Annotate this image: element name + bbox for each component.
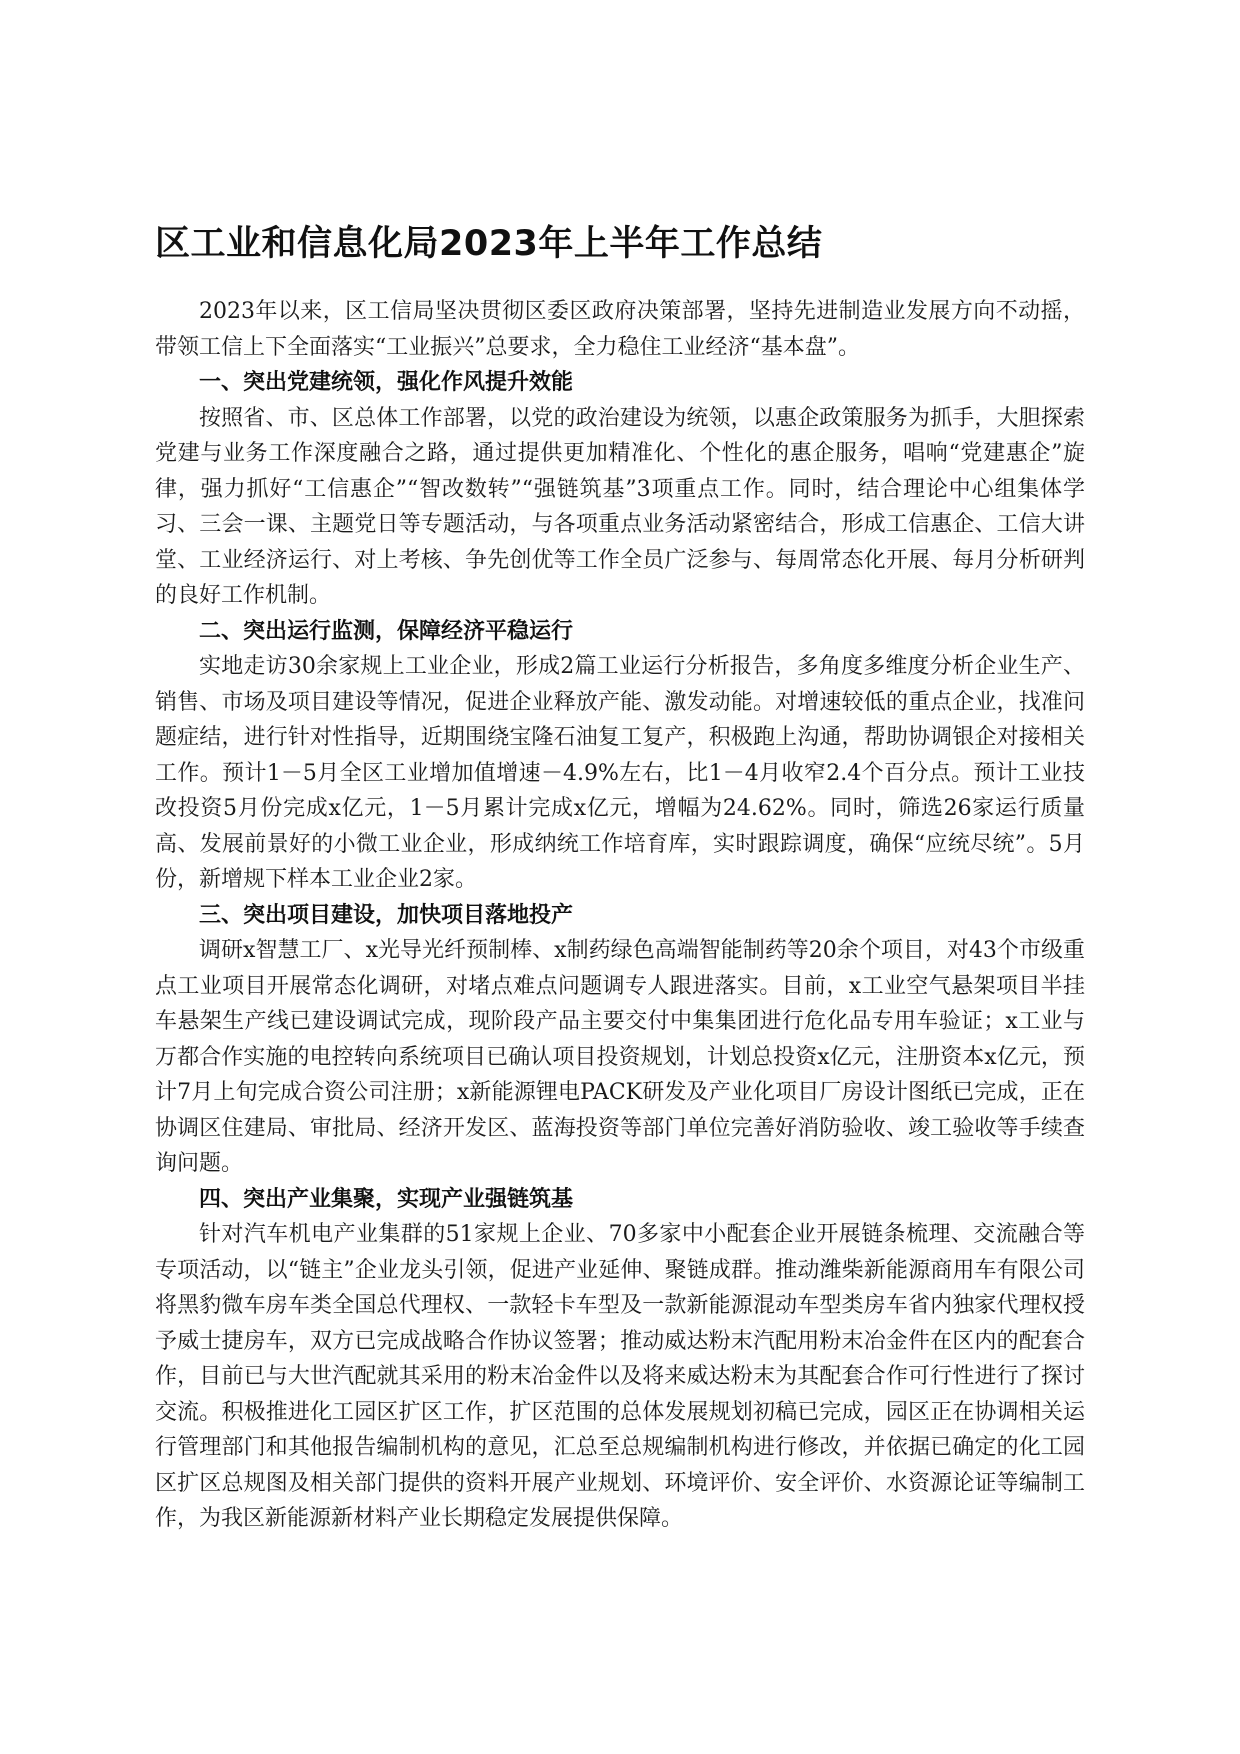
section-1-body: 按照省、市、区总体工作部署，以党的政治建设为统领，以惠企政策服务为抓手，大胆探索党建与业务工作深度融合之路，通过提供更加精准化、个性化的惠企服务，唱响“党建惠企”旋律，强力抓好“工信惠企”“智改数转”“强链筑基”3项重点工作。同时，结合理论中心组集体学习、三会一课、主题党日等专题活动，与各项重点业务活动紧密结合，形成工信惠企、工信大讲堂、工业经济运行、对上考核、争先创优等工作全员广泛参与、每周常态化开展、每月分析研判的良好工作机制。 [155, 405, 1085, 608]
intro-paragraph: 2023年以来，区工信局坚决贯彻区委区政府决策部署，坚持先进制造业发展方向不动摇，带领工信上下全面落实“工业振兴”总要求，全力稳住工业经济“基本盘”。 [155, 299, 1085, 360]
document-title: 区工业和信息化局2023年上半年工作总结 [155, 224, 823, 264]
document-page [155, 218, 1085, 1537]
section-2-heading: 二、突出运行监测，保障经济平稳运行 [199, 618, 574, 644]
section-3-heading: 三、突出项目建设，加快项目落地投产 [199, 902, 574, 928]
section-1-heading: 一、突出党建统领，强化作风提升效能 [199, 370, 574, 395]
section-3-body: 调研x智慧工厂、x光导光纤预制棒、x制药绿色高端智能制药等20余个项目，对43个市级重点工业项目开展常态化调研，对堵点难点问题调专人跟进落实。目前，x工业空气悬架项目半挂车悬架生产线已建设调试完成，现阶段产品主要交付中集集团进行危化品专用车验证；x工业与万都合作实施的电控转向系统项目已确认项目投资规划，计划总投资x亿元，注册资本x亿元，预计7月上旬完成合资公司注册；x新能源锂电PACK研发及产业化项目厂房设计图纸已完成，正在协调区住建局、审批局、经济开发区、蓝海投资等部门单位完善好消防验收、竣工验收等手续查询问题。 [155, 938, 1085, 1176]
section-2-body: 实地走访30余家规上工业企业，形成2篇工业运行分析报告，多角度多维度分析企业生产、销售、市场及项目建设等情况，促进企业释放产能、激发动能。对增速较低的重点企业，找准问题症结，进行针对性指导，近期围绕宝隆石油复工复产，积极跑上沟通，帮助协调银企对接相关工作。预计1－5月全区工业增加值增速－4.9%左右，比1－4月收窄2.4个百分点。预计工业技改投资5月份完成x亿元，1－5月累计完成x亿元，增幅为24.62%。同时，筛选26家运行质量高、发展前景好的小微工业企业，形成纳统工作培育库，实时跟踪调度，确保“应统尽统”。5月份，新增规下样本工业企业2家。 [155, 654, 1085, 892]
section-4-heading: 四、突出产业集聚，实现产业强链筑基 [199, 1186, 574, 1212]
section-4-body: 针对汽车机电产业集群的51家规上企业、70多家中小配套企业开展链条梳理、交流融合等专项活动，以“链主”企业龙头引领，促进产业延伸、聚链成群。推动潍柴新能源商用车有限公司将黑豹微车房车类全国总代理权、一款轻卡车型及一款新能源混动车型类房车省内独家代理权授予威士捷房车，双方已完成战略合作协议签署；推动威达粉末汽配用粉末冶金件在区内的配套合作，目前已与大世汽配就其采用的粉末冶金件以及将来威达粉末为其配套合作可行性进行了探讨交流。积极推进化工园区扩区工作，扩区范围的总体发展规划初稿已完成，园区正在协调相关运行管理部门和其他报告编制机构的意见，汇总至总规编制机构进行修改，并依据已确定的化工园区扩区总规图及相关部门提供的资料开展产业规划、环境评价、安全评价、水资源论证等编制工作，为我区新能源新材料产业长期稳定发展提供保障。 [155, 1222, 1085, 1531]
